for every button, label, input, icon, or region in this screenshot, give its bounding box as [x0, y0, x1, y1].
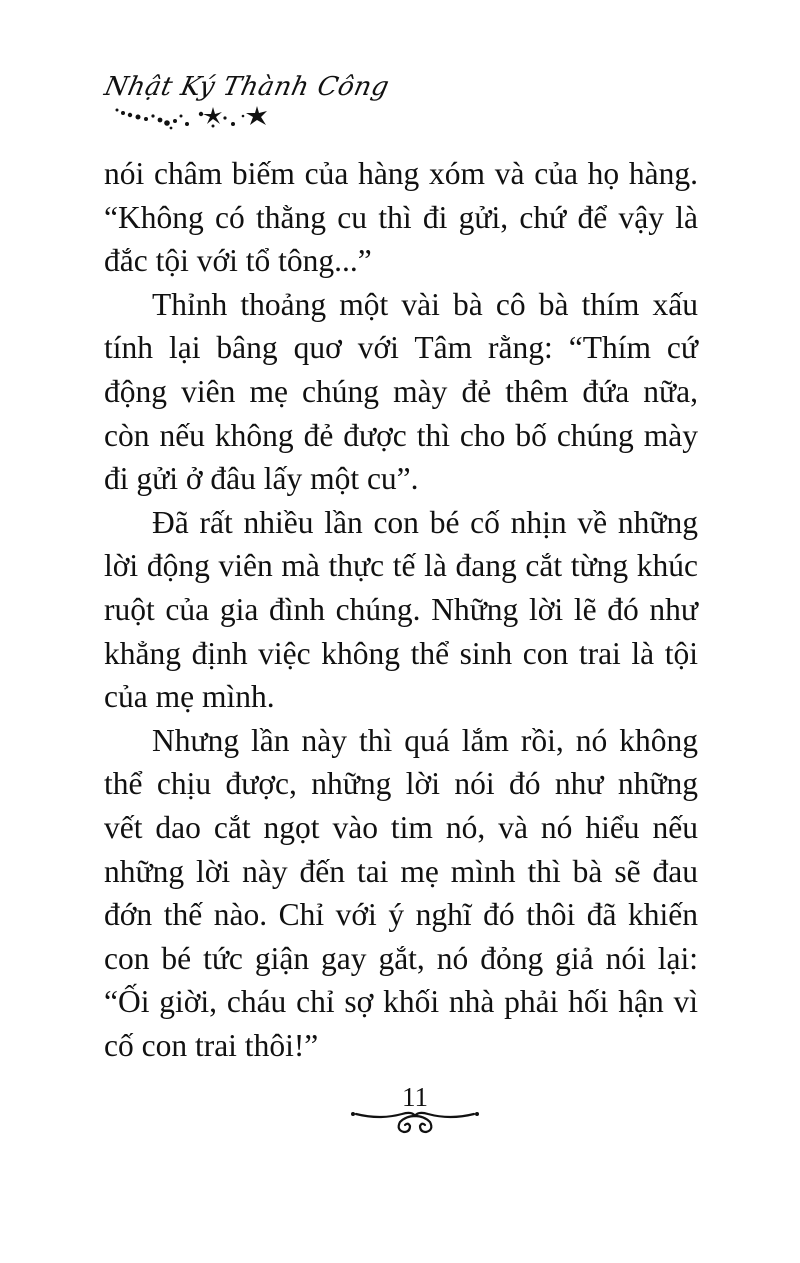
text-line: nói châm biếm của hàng xóm và của họ hàng. [104, 156, 698, 191]
text-line: ruột của gia đình chúng. Những lời lẽ đó như [104, 591, 698, 627]
text-line: còn nếu không đẻ được thì cho bố chúng mày [104, 417, 698, 453]
text-line: Nhưng lần này thì quá lắm rồi, nó không [152, 722, 698, 758]
scroll-flourish-icon [350, 1104, 480, 1140]
text-line: con bé tức giận gay gắt, nó đỏng giả nói lại: [104, 940, 698, 976]
text-line: lời động viên mà thực tế là đang cắt từng khúc [104, 548, 698, 584]
text-line: Thỉnh thoảng một vài bà cô bà thím xấu [152, 286, 698, 322]
running-title: Nhật Ký Thành Công [101, 72, 392, 102]
paragraph [104, 152, 698, 283]
paragraph [104, 501, 698, 719]
text-line: động viên mẹ chúng mày đẻ thêm đứa nữa, [104, 373, 698, 409]
text-line: Đã rất nhiều lần con bé cố nhịn về những [152, 504, 698, 540]
paragraph [104, 283, 698, 501]
text-line: đớn thế nào. Chỉ với ý nghĩ đó thôi đã khiến [104, 897, 698, 933]
text-line: đắc tội với tổ tông...” [104, 243, 372, 279]
text-line: thể chịu được, những lời nói đó như những [104, 766, 698, 802]
text-line: “Ối giời, cháu chỉ sợ khối nhà phải hối hận vì [104, 984, 698, 1020]
text-line: tính lại bâng quơ với Tâm rằng: “Thím cứ [104, 330, 698, 366]
page-number: 11 [402, 1082, 428, 1112]
text-line: khẳng định việc không thể sinh con trai là tội [104, 635, 698, 671]
text-line: cố con trai thôi!” [104, 1027, 319, 1063]
text-line: những lời này đến tai mẹ mình thì bà sẽ đau [104, 853, 698, 889]
text-line: “Không có thằng cu thì đi gửi, chứ để vậy là [104, 199, 698, 235]
paragraph [104, 719, 698, 1068]
running-header [101, 68, 425, 138]
page-footer [350, 1082, 480, 1148]
text-line: vết dao cắt ngọt vào tim nó, và nó hiểu nếu [104, 809, 698, 845]
text-line: của mẹ mình. [104, 679, 275, 715]
ink-splatter-icon [113, 104, 283, 134]
page-body [104, 152, 698, 1067]
text-line: đi gửi ở đâu lấy một cu”. [104, 461, 419, 497]
